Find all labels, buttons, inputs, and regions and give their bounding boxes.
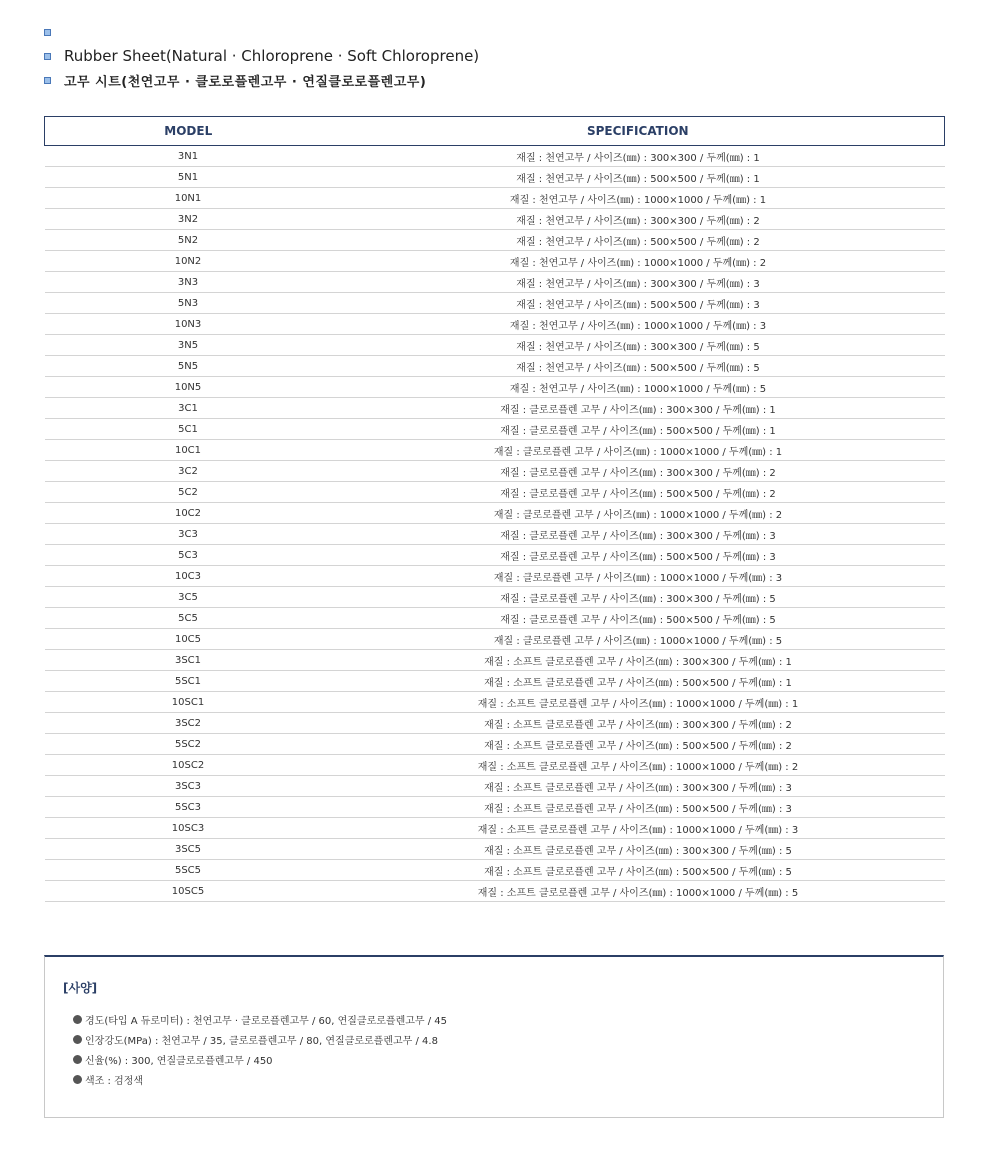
table-row xyxy=(45,293,945,314)
cell-model: 10N2 xyxy=(45,251,332,272)
square-bullet-icon xyxy=(44,29,51,36)
cell-model: 3C2 xyxy=(45,461,332,482)
table-row xyxy=(45,608,945,629)
spec-item xyxy=(73,1029,447,1049)
table-row xyxy=(45,440,945,461)
table-row xyxy=(45,251,945,272)
cell-specification: 재질 : 천연고무 / 사이즈(㎜) : 1000×1000 / 두께(㎜) : 5 xyxy=(332,377,945,398)
cell-specification: 재질 : 클로로플렌 고무 / 사이즈(㎜) : 500×500 / 두께(㎜) : 3 xyxy=(332,545,945,566)
table-row xyxy=(45,545,945,566)
cell-specification: 재질 : 천연고무 / 사이즈(㎜) : 300×300 / 두께(㎜) : 3 xyxy=(332,272,945,293)
square-bullet-icon xyxy=(44,77,51,84)
table-row xyxy=(45,398,945,419)
cell-model: 10C5 xyxy=(45,629,332,650)
table-row xyxy=(45,272,945,293)
header-model: MODEL xyxy=(45,117,332,146)
cell-model: 10N3 xyxy=(45,314,332,335)
table-row xyxy=(45,482,945,503)
cell-specification: 재질 : 클로로플렌 고무 / 사이즈(㎜) : 500×500 / 두께(㎜) : 2 xyxy=(332,482,945,503)
cell-model: 3N5 xyxy=(45,335,332,356)
table-row xyxy=(45,335,945,356)
cell-specification: 재질 : 클로로플렌 고무 / 사이즈(㎜) : 1000×1000 / 두께(㎜) : 2 xyxy=(332,503,945,524)
cell-specification: 재질 : 클로로플렌 고무 / 사이즈(㎜) : 300×300 / 두께(㎜) : 2 xyxy=(332,461,945,482)
cell-specification: 재질 : 소프트 클로로플렌 고무 / 사이즈(㎜) : 300×300 / 두께(㎜) : 3 xyxy=(332,776,945,797)
cell-model: 3C3 xyxy=(45,524,332,545)
cell-model: 3N2 xyxy=(45,209,332,230)
cell-specification: 재질 : 클로로플렌 고무 / 사이즈(㎜) : 1000×1000 / 두께(㎜) : 1 xyxy=(332,440,945,461)
table-row xyxy=(45,692,945,713)
square-bullet-icon xyxy=(44,53,51,60)
table-row xyxy=(45,587,945,608)
cell-model: 10SC2 xyxy=(45,755,332,776)
cell-model: 5SC3 xyxy=(45,797,332,818)
cell-model: 3N1 xyxy=(45,146,332,167)
cell-specification: 재질 : 소프트 클로로플렌 고무 / 사이즈(㎜) : 300×300 / 두께(㎜) : 5 xyxy=(332,839,945,860)
table-row xyxy=(45,671,945,692)
table-row xyxy=(45,650,945,671)
table-row xyxy=(45,839,945,860)
spec-item-text: 색조 : 검정색 xyxy=(85,1075,144,1087)
cell-specification: 재질 : 천연고무 / 사이즈(㎜) : 500×500 / 두께(㎜) : 2 xyxy=(332,230,945,251)
table-row xyxy=(45,461,945,482)
cell-specification: 재질 : 클로로플렌 고무 / 사이즈(㎜) : 500×500 / 두께(㎜) : 5 xyxy=(332,608,945,629)
cell-specification: 재질 : 천연고무 / 사이즈(㎜) : 500×500 / 두께(㎜) : 3 xyxy=(332,293,945,314)
cell-model: 10C2 xyxy=(45,503,332,524)
header-specification: SPECIFICATION xyxy=(332,117,945,146)
table-row xyxy=(45,146,945,167)
cell-model: 10C3 xyxy=(45,566,332,587)
cell-model: 5SC5 xyxy=(45,860,332,881)
table-row xyxy=(45,734,945,755)
cell-specification: 재질 : 클로로플렌 고무 / 사이즈(㎜) : 300×300 / 두께(㎜) : 3 xyxy=(332,524,945,545)
table-row xyxy=(45,776,945,797)
cell-model: 5N1 xyxy=(45,167,332,188)
spec-box-title: [사양] xyxy=(63,981,98,995)
table-row xyxy=(45,377,945,398)
cell-model: 10N5 xyxy=(45,377,332,398)
cell-specification: 재질 : 천연고무 / 사이즈(㎜) : 1000×1000 / 두께(㎜) : 2 xyxy=(332,251,945,272)
table-row xyxy=(45,881,945,902)
table-row xyxy=(45,818,945,839)
cell-model: 3C5 xyxy=(45,587,332,608)
cell-model: 5N2 xyxy=(45,230,332,251)
cell-model: 10SC3 xyxy=(45,818,332,839)
spec-box xyxy=(44,955,944,1118)
table-row xyxy=(45,629,945,650)
cell-specification: 재질 : 소프트 클로로플렌 고무 / 사이즈(㎜) : 1000×1000 / 두께(㎜) : 1 xyxy=(332,692,945,713)
dot-bullet-icon xyxy=(73,1035,82,1044)
cell-model: 3SC2 xyxy=(45,713,332,734)
heading-row-3 xyxy=(44,68,944,92)
cell-model: 5C2 xyxy=(45,482,332,503)
cell-specification: 재질 : 소프트 클로로플렌 고무 / 사이즈(㎜) : 500×500 / 두께(㎜) : 2 xyxy=(332,734,945,755)
cell-specification: 재질 : 천연고무 / 사이즈(㎜) : 1000×1000 / 두께(㎜) : 3 xyxy=(332,314,945,335)
heading-row-2 xyxy=(44,44,944,68)
cell-specification: 재질 : 클로로플렌 고무 / 사이즈(㎜) : 1000×1000 / 두께(㎜) : 3 xyxy=(332,566,945,587)
spec-item-text: 경도(타입 A 듀로미터) : 천연고무 · 클로로플렌고무 / 60, 연질클로로플렌고무 / 45 xyxy=(85,1015,448,1027)
table-row xyxy=(45,860,945,881)
cell-specification: 재질 : 클로로플렌 고무 / 사이즈(㎜) : 300×300 / 두께(㎜) : 1 xyxy=(332,398,945,419)
cell-specification: 재질 : 소프트 클로로플렌 고무 / 사이즈(㎜) : 500×500 / 두께(㎜) : 5 xyxy=(332,860,945,881)
cell-model: 5C5 xyxy=(45,608,332,629)
table-row xyxy=(45,797,945,818)
cell-model: 3C1 xyxy=(45,398,332,419)
dot-bullet-icon xyxy=(73,1055,82,1064)
cell-specification: 재질 : 천연고무 / 사이즈(㎜) : 500×500 / 두께(㎜) : 1 xyxy=(332,167,945,188)
spec-item-text: 신율(%) : 300, 연질클로로플렌고무 / 450 xyxy=(85,1055,273,1067)
cell-specification: 재질 : 천연고무 / 사이즈(㎜) : 300×300 / 두께(㎜) : 5 xyxy=(332,335,945,356)
table-row xyxy=(45,419,945,440)
table-row xyxy=(45,566,945,587)
table-body xyxy=(45,146,945,902)
cell-specification: 재질 : 소프트 클로로플렌 고무 / 사이즈(㎜) : 500×500 / 두께(㎜) : 3 xyxy=(332,797,945,818)
spec-items xyxy=(73,1009,447,1089)
table-row xyxy=(45,230,945,251)
table-row xyxy=(45,524,945,545)
cell-model: 5SC1 xyxy=(45,671,332,692)
cell-model: 3N3 xyxy=(45,272,332,293)
cell-specification: 재질 : 소프트 클로로플렌 고무 / 사이즈(㎜) : 300×300 / 두께(㎜) : 1 xyxy=(332,650,945,671)
heading-line-3: 고무 시트(천연고무 · 클로로플렌고무 · 연질클로로플렌고무) xyxy=(64,74,427,90)
table-row xyxy=(45,503,945,524)
table-row xyxy=(45,356,945,377)
cell-specification: 재질 : 소프트 클로로플렌 고무 / 사이즈(㎜) : 1000×1000 / 두께(㎜) : 5 xyxy=(332,881,945,902)
dot-bullet-icon xyxy=(73,1015,82,1024)
cell-specification: 재질 : 소프트 클로로플렌 고무 / 사이즈(㎜) : 500×500 / 두께(㎜) : 1 xyxy=(332,671,945,692)
table-row xyxy=(45,209,945,230)
spec-item-text: 인장강도(MPa) : 천연고무 / 35, 클로로플렌고무 / 80, 연질클로로플렌고무 / 4.8 xyxy=(85,1035,438,1047)
cell-model: 10C1 xyxy=(45,440,332,461)
spec-item xyxy=(73,1069,447,1089)
cell-specification: 재질 : 천연고무 / 사이즈(㎜) : 1000×1000 / 두께(㎜) : 1 xyxy=(332,188,945,209)
table-row xyxy=(45,314,945,335)
dot-bullet-icon xyxy=(73,1075,82,1084)
cell-specification: 재질 : 클로로플렌 고무 / 사이즈(㎜) : 300×300 / 두께(㎜) : 5 xyxy=(332,587,945,608)
cell-specification: 재질 : 천연고무 / 사이즈(㎜) : 300×300 / 두께(㎜) : 1 xyxy=(332,146,945,167)
cell-specification: 재질 : 클로로플렌 고무 / 사이즈(㎜) : 1000×1000 / 두께(㎜) : 5 xyxy=(332,629,945,650)
cell-specification: 재질 : 소프트 클로로플렌 고무 / 사이즈(㎜) : 1000×1000 / 두께(㎜) : 2 xyxy=(332,755,945,776)
heading-line-2: Rubber Sheet(Natural · Chloroprene · Soft Chloroprene) xyxy=(64,47,480,65)
spec-item xyxy=(73,1009,447,1029)
table-row xyxy=(45,167,945,188)
cell-model: 5C3 xyxy=(45,545,332,566)
cell-specification: 재질 : 소프트 클로로플렌 고무 / 사이즈(㎜) : 1000×1000 / 두께(㎜) : 3 xyxy=(332,818,945,839)
cell-model: 5C1 xyxy=(45,419,332,440)
table-row xyxy=(45,713,945,734)
cell-model: 3SC5 xyxy=(45,839,332,860)
heading-row-1 xyxy=(44,20,944,44)
cell-model: 5N3 xyxy=(45,293,332,314)
spec-table xyxy=(44,116,945,902)
cell-specification: 재질 : 소프트 클로로플렌 고무 / 사이즈(㎜) : 300×300 / 두께(㎜) : 2 xyxy=(332,713,945,734)
cell-specification: 재질 : 클로로플렌 고무 / 사이즈(㎜) : 500×500 / 두께(㎜) : 1 xyxy=(332,419,945,440)
cell-model: 3SC3 xyxy=(45,776,332,797)
spec-item xyxy=(73,1049,447,1069)
cell-model: 10SC5 xyxy=(45,881,332,902)
cell-model: 5SC2 xyxy=(45,734,332,755)
cell-model: 10N1 xyxy=(45,188,332,209)
table-header-row xyxy=(45,117,945,146)
table-row xyxy=(45,755,945,776)
cell-model: 5N5 xyxy=(45,356,332,377)
cell-specification: 재질 : 천연고무 / 사이즈(㎜) : 500×500 / 두께(㎜) : 5 xyxy=(332,356,945,377)
table-row xyxy=(45,188,945,209)
cell-model: 10SC1 xyxy=(45,692,332,713)
cell-specification: 재질 : 천연고무 / 사이즈(㎜) : 300×300 / 두께(㎜) : 2 xyxy=(332,209,945,230)
heading-list xyxy=(44,20,944,92)
cell-model: 3SC1 xyxy=(45,650,332,671)
